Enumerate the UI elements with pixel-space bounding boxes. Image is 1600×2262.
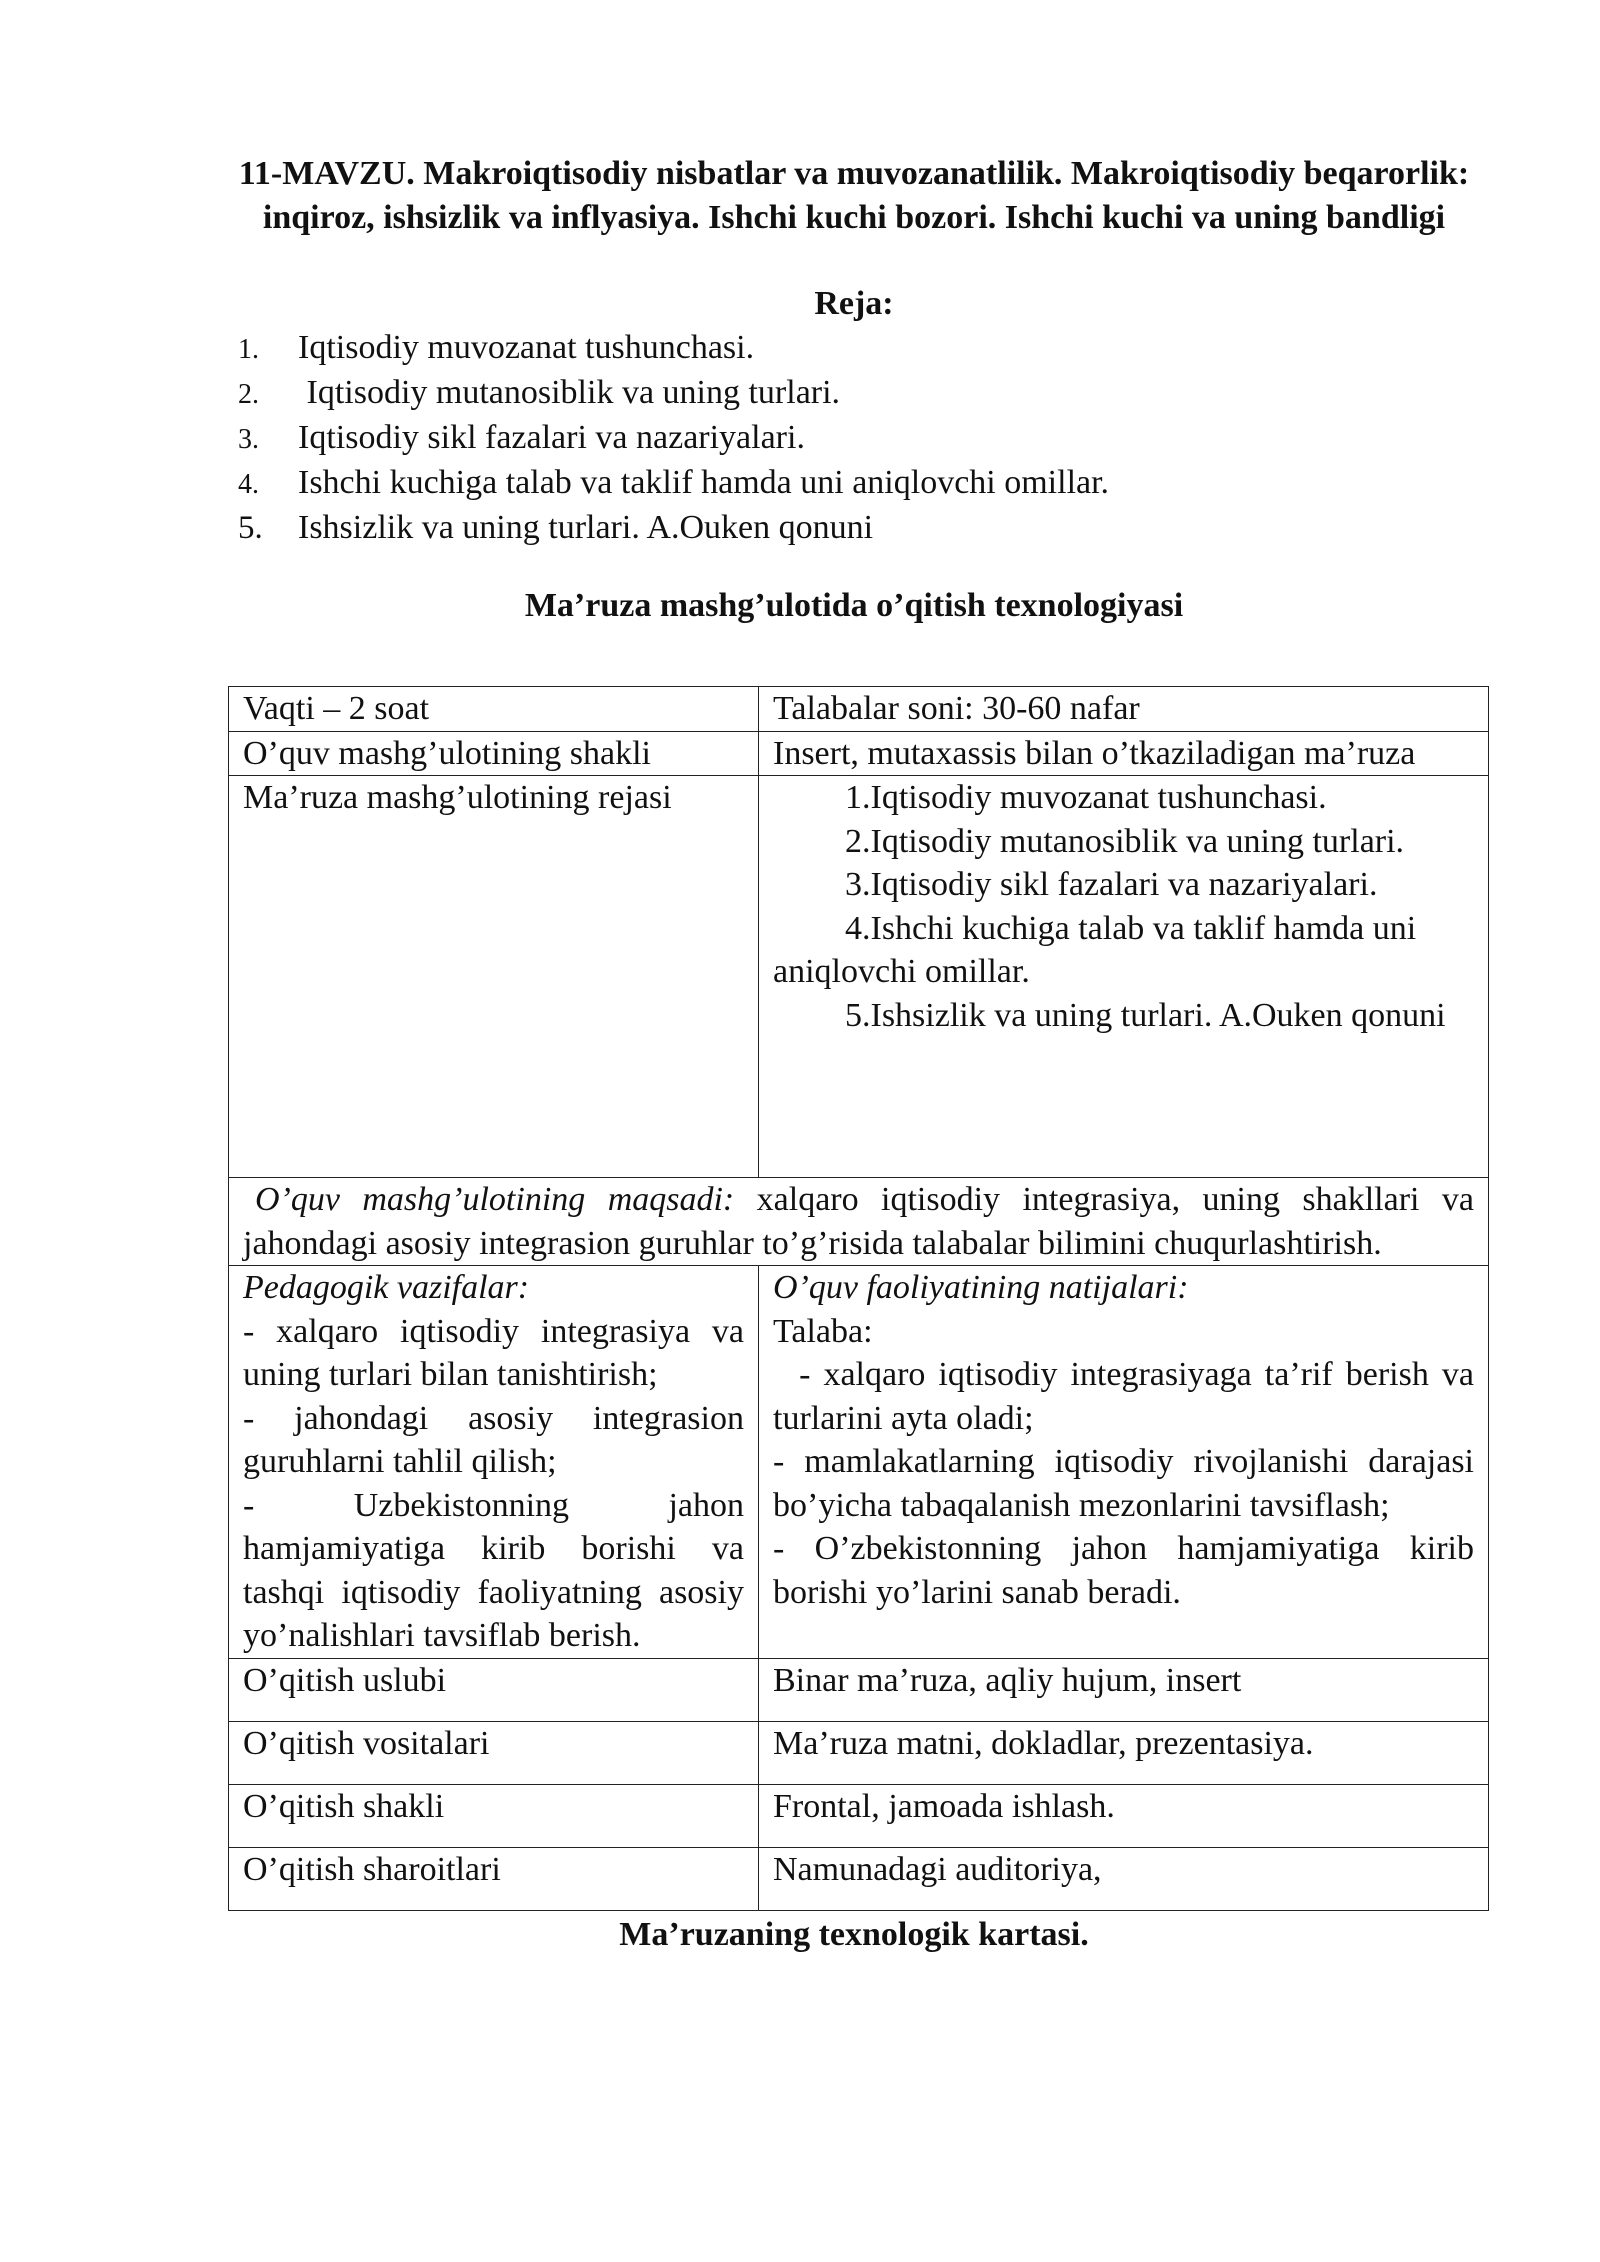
- table-row: [229, 1847, 1489, 1910]
- table-row: [229, 731, 1489, 776]
- results-label: O’quv faoliyatining natijalari:: [773, 1269, 1189, 1306]
- plan-item: 2.Iqtisodiy mutanosiblik va uning turlari.: [845, 822, 1405, 860]
- list-number: 5.: [238, 510, 263, 546]
- list-number: 1.: [238, 334, 259, 365]
- tasks-cell: [229, 1266, 759, 1659]
- tools-label-cell: O’qitish vositalari: [229, 1721, 759, 1784]
- result-item: Talaba:: [773, 1312, 873, 1350]
- plan-item: 5.Ishsizlik va uning turlari. A.Ouken qonuni: [845, 996, 1446, 1034]
- list-text: Ishsizlik va uning turlari. A.Ouken qonuni: [298, 509, 874, 546]
- goal-text: xalqaro iqtisodiy integrasiya, uning shakllari va jahondagi asosiy integrasion guruhlar to’g’risida talabalar bilimini chuqurlashtirish.: [243, 1181, 1474, 1262]
- plan-item: 1.Iqtisodiy muvozanat tushunchasi.: [845, 779, 1327, 816]
- plan-list: [238, 326, 1438, 550]
- list-item: [238, 506, 1438, 550]
- tools-value-cell: Ma’ruza matni, dokladlar, prezentasiya.: [759, 1721, 1489, 1784]
- list-item: [238, 416, 1438, 461]
- table-row: [229, 1178, 1489, 1266]
- conditions-value-cell: Namunadagi auditoriya,: [759, 1847, 1489, 1910]
- time-cell: Vaqti – 2 soat: [229, 687, 759, 732]
- task-item: - xalqaro iqtisodiy integrasiya va uning turlari bilan tanishtirish;: [243, 1312, 744, 1393]
- form-value-cell: Insert, mutaxassis bilan o’tkaziladigan ma’ruza: [759, 731, 1489, 776]
- table-row: [229, 687, 1489, 732]
- table-row: [229, 776, 1489, 1178]
- results-cell: [759, 1266, 1489, 1659]
- list-text: Iqtisodiy muvozanat tushunchasi.: [298, 329, 755, 366]
- document-title: 11-MAVZU. Makroiqtisodiy nisbatlar va muvozanatlilik. Makroiqtisodiy beqarorlik: inqiroz, ishsizlik va inflyasiya. Ishchi kuchi bozori. Ishchi kuchi va uning bandligi: [238, 155, 1470, 236]
- form-label-cell: O’qitish shakli: [229, 1784, 759, 1847]
- form-label-cell: O’quv mashg’ulotining shakli: [229, 731, 759, 776]
- task-item: - jahondagi asosiy integrasion guruhlarni tahlil qilish;: [243, 1399, 744, 1480]
- table-row: [229, 1658, 1489, 1721]
- list-text: Ishchi kuchiga talab va taklif hamda uni aniqlovchi omillar.: [298, 464, 1110, 501]
- goal-label: O’quv mashg’ulotining maqsadi:: [255, 1181, 735, 1218]
- table-row: [229, 1784, 1489, 1847]
- goal-cell: [229, 1178, 1489, 1266]
- table-row: [229, 1721, 1489, 1784]
- list-item: [238, 371, 1438, 416]
- result-item: - xalqaro iqtisodiy integrasiyaga ta’rif berish va turlarini ayta oladi;: [773, 1356, 1483, 1437]
- plan-label-cell: Ma’ruza mashg’ulotining rejasi: [229, 776, 759, 1178]
- list-text: Iqtisodiy mutanosiblik va uning turlari.: [298, 374, 841, 411]
- result-item: - mamlakatlarning iqtisodiy rivojlanishi darajasi bo’yicha tabaqalanish mezonlarini tavsiflash;: [773, 1443, 1474, 1524]
- list-number: 3.: [238, 424, 259, 455]
- conditions-label-cell: O’qitish sharoitlari: [229, 1847, 759, 1910]
- list-text: Iqtisodiy sikl fazalari va nazariyalari.: [298, 419, 805, 456]
- students-cell: Talabalar soni: 30-60 nafar: [759, 687, 1489, 732]
- plan-item: 3.Iqtisodiy sikl fazalari va nazariyalari.: [845, 866, 1378, 903]
- list-item: [238, 461, 1438, 506]
- footer-heading: Ma’ruzaning texnologik kartasi.: [619, 1916, 1089, 1953]
- tasks-label: Pedagogik vazifalar:: [243, 1269, 530, 1306]
- list-number: 2.: [238, 379, 259, 410]
- table-row: [229, 1266, 1489, 1659]
- method-label-cell: O’qitish uslubi: [229, 1658, 759, 1721]
- result-item: - O’zbekistonning jahon hamjamiyatiga kirib borishi yo’larini sanab beradi.: [773, 1530, 1474, 1611]
- form-value-cell: Frontal, jamoada ishlash.: [759, 1784, 1489, 1847]
- method-value-cell: Binar ma’ruza, aqliy hujum, insert: [759, 1658, 1489, 1721]
- plan-heading: Reja:: [814, 285, 894, 322]
- section-heading: Ma’ruza mashg’ulotida o’qitish texnologiyasi: [524, 587, 1184, 624]
- list-item: [238, 326, 1438, 371]
- plan-items-cell: [759, 776, 1489, 1178]
- plan-item: 4.Ishchi kuchiga talab va taklif hamda uni aniqlovchi omillar.: [773, 909, 1417, 990]
- task-item: - Uzbekistonning jahon hamjamiyatiga kirib borishi va tashqi iqtisodiy faoliyatning asosiy yo’nalishlari tavsiflab berish.: [243, 1486, 744, 1654]
- lecture-info-table: [228, 686, 1489, 1911]
- list-number: 4.: [238, 469, 259, 500]
